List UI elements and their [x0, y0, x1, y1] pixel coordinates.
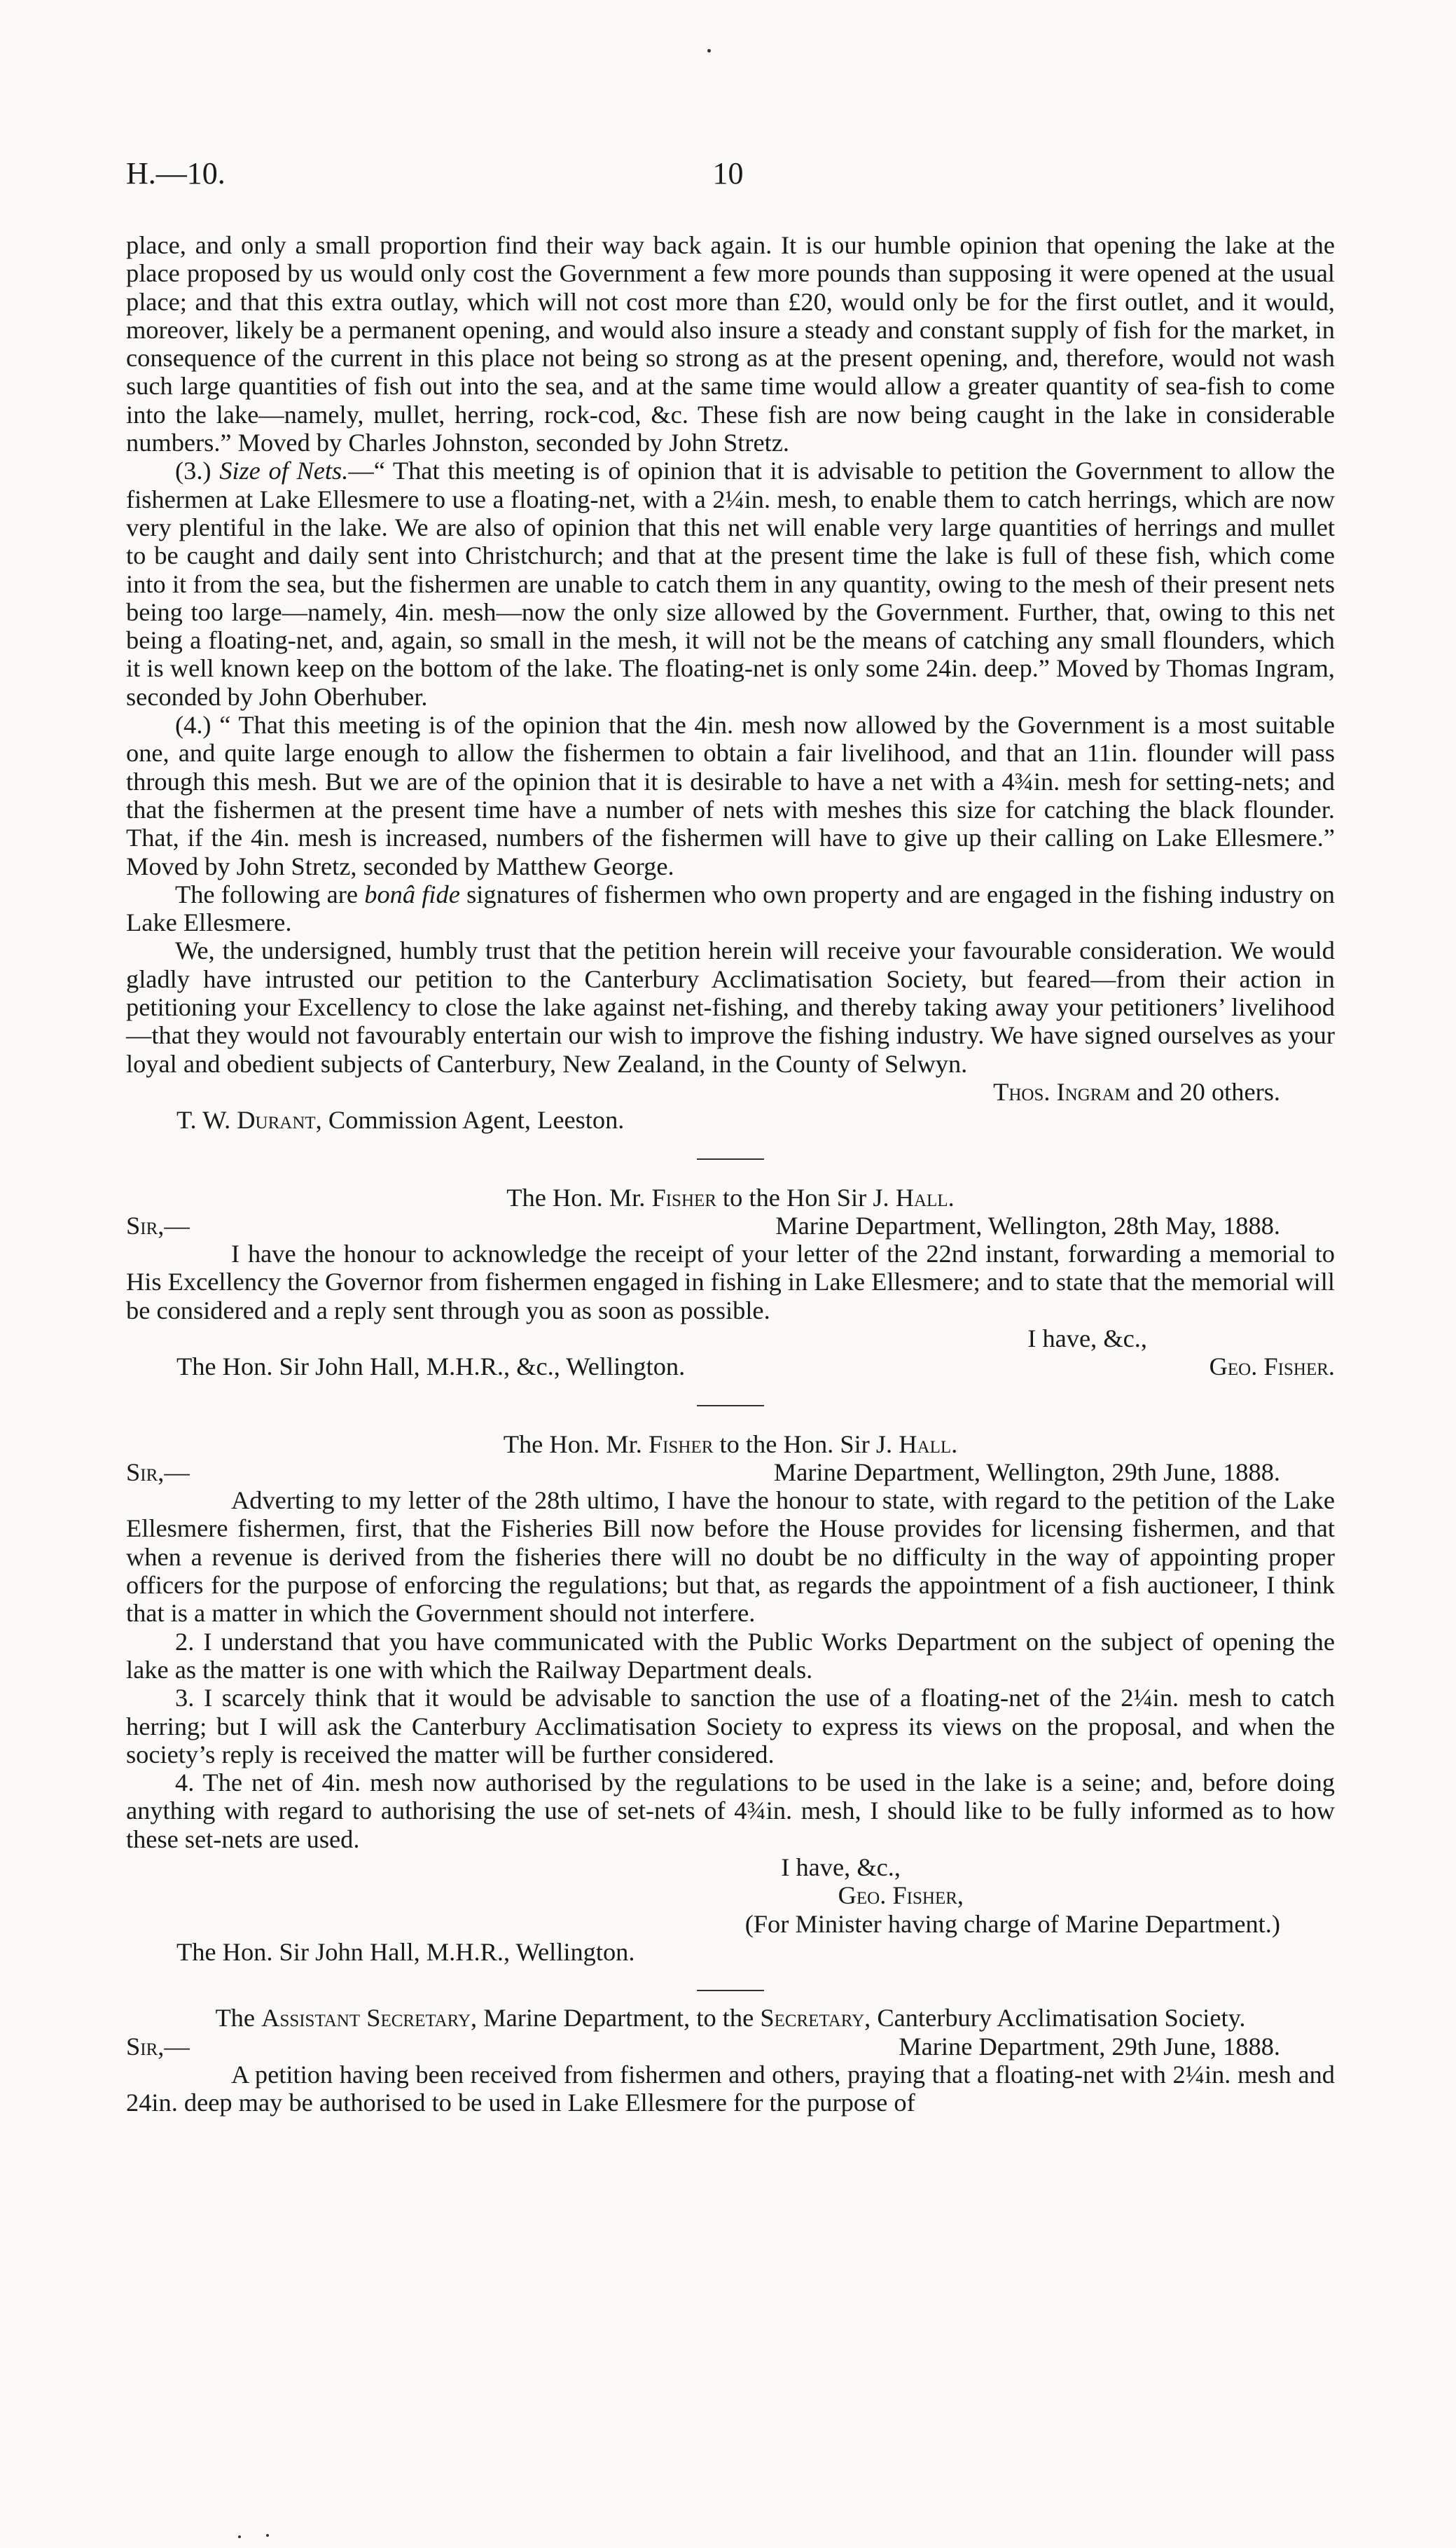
text-run: , Canterbury Acclimatisation Society. [864, 2004, 1246, 2033]
text-run: , Marine Department, to the [471, 2004, 761, 2033]
text-run: The Hon. Mr. [503, 1429, 649, 1458]
document-body [126, 231, 1335, 2117]
section-divider [697, 1158, 764, 1160]
text-run: The following are [175, 880, 365, 908]
signatory-title: (For Minister having charge of Marine Department.) [744, 1909, 1280, 1938]
letter-body: 3. I scarcely think that it would be advisable to sanction the use of a floating-net of the 2¼in. mesh to catch herring; but I will ask the Canterbury Acclimatisation Society to express its views on the proposal, and when the society’s reply is received the matter will be further considered. [126, 1684, 1335, 1768]
paragraph-continuation: place, and only a small proportion find their way back again. It is our humble opinion that opening the lake at the place proposed by us would only cost the Government a few more pounds than supposing it were opened at the usual place; and that this extra outlay, which will not cost more than £20, would only be for the first outlet, and it would, moreover, likely be a permanent opening, and would also insure a steady and constant supply of fish for the market, in consequence of the current in this place not being so strong as at the present opening, and, therefore, would not wash such large quantities of fish out into the sea, and at the same time would allow a greater quantity of sea-fish to come into the lake—namely, mullet, herring, rock-cod, &c. These fish are now being caught in the lake in considerable numbers.” Moved by Charles Johnston, seconded by John Stretz. [126, 231, 1335, 457]
ink-speck [238, 2535, 241, 2538]
page-number: 10 [712, 156, 744, 191]
text-run: to the Hon Sir J. [716, 1183, 896, 1212]
signatory-title: , Commission Agent, Leeston. [315, 1106, 625, 1135]
paragraph-signatures-intro [126, 880, 1335, 937]
signatory-name: Thos. Ingram [993, 1077, 1130, 1106]
closing: I have, &c., [781, 1853, 901, 1882]
salutation: Sir,— [126, 2032, 190, 2061]
signatory-note: and 20 others. [1130, 1077, 1280, 1106]
page-header [126, 155, 1330, 198]
signatory-name: T. W. Durant [176, 1106, 316, 1135]
sender-name: Assistant Secretary [261, 2004, 471, 2033]
addressee: The Hon. Sir John Hall, M.H.R., &c., Wellington. [176, 1352, 686, 1381]
recipient-name: Hall [899, 1429, 952, 1458]
paragraph-resolution-4: (4.) “ That this meeting is of the opinion that the 4in. mesh now allowed by the Government is a most suitable one, and quite large enough to allow the fishermen to obtain a fair livelihood, and that an 11in. flounder will pass through this mesh. But we are of the opinion that it is desirable to have a net with a 4¾in. mesh for setting-nets; and that the fishermen at the present time have a number of nets with meshes this size for catching the black flounder. That, if the 4in. mesh is increased, numbers of the fishermen will have to give up their calling on Lake Ellesmere.” Moved by John Stretz, seconded by Matthew George. [126, 711, 1335, 880]
text-run: . [951, 1429, 958, 1458]
salutation-row [126, 2033, 1335, 2061]
section-divider [697, 1990, 764, 1991]
ink-speck [266, 2534, 269, 2537]
text-run: . [948, 1183, 955, 1212]
recipient-name: Hall [895, 1183, 948, 1212]
sender-address: Marine Department, Wellington, 28th May, 1888. [775, 1211, 1280, 1240]
salutation-row [126, 1212, 1335, 1240]
signature-ingram [126, 1078, 1335, 1106]
resolution-title: Size of Nets. [219, 457, 349, 485]
letter-heading [126, 1184, 1335, 1212]
letter-heading [126, 2004, 1335, 2032]
paragraph-size-of-nets [126, 457, 1335, 711]
salutation: Sir,— [126, 1211, 190, 1240]
ink-speck [707, 49, 711, 53]
salutation: Sir,— [126, 1458, 190, 1486]
resolution-number: (3.) [175, 457, 220, 485]
letter-body: I have the honour to acknowledge the receipt of your letter of the 22nd instant, forwarding a memorial to His Excellency the Governor from fishermen engaged in fishing in Lake Ellesmere; and to state that the memorial will be considered and a reply sent through you as soon as possible. [126, 1240, 1335, 1324]
document-reference: H.—10. [126, 156, 226, 191]
sender-address: Marine Department, 29th June, 1888. [899, 2032, 1280, 2061]
sender-address: Marine Department, Wellington, 29th June, 1888. [773, 1458, 1280, 1486]
signature-durant [126, 1106, 1335, 1134]
letter-body: 4. The net of 4in. mesh now authorised by the regulations to be used in the lake is a seine; and, before doing anything with regard to authorising the use of set-nets of 4¾in. mesh, I should like to be fully informed as to how these set-nets are used. [126, 1768, 1335, 1853]
letter-body: 2. I understand that you have communicated with the Public Works Department on the subject of opening the lake as the matter is one with which the Railway Department deals. [126, 1627, 1335, 1684]
paragraph-petition-close: We, the undersigned, humbly trust that the petition herein will receive your favourable consideration. We would gladly have intrusted our petition to the Canterbury Acclimatisation Society, but feared—from their action in petitioning your Excellency to close the lake against net-fishing, and thereby taking away your petitioners’ livelihood—that they would not favourably entertain our wish to improve the fishing industry. We have signed ourselves as your loyal and obedient subjects of Canterbury, New Zealand, in the County of Selwyn. [126, 936, 1335, 1078]
signatory-name: Geo. Fisher, [838, 1881, 964, 1910]
sender-name: Fisher [651, 1183, 716, 1212]
resolution-text: —“ That this meeting is of opinion that it is advisable to petition the Government to allow the fishermen at Lake Ellesmere to use a floating-net, with a 2¼in. mesh, to enable them to catch herrings, which are now very plentiful in the lake. We are also of opinion that this net will enable very large quantities of herrings and mullet to be caught and daily sent into Christchurch; and that at the present time the lake is full of these fish, which come into it from the sea, but the fishermen are unable to catch them in any quantity, owing to the mesh of their present nets being too large—namely, 4in. mesh—now the only size allowed by the Government. Further, that, owing to this net being a floating-net, and, again, so small in the mesh, it will not be the means of catching any small flounders, which it is well known keep on the bottom of the lake. The floating-net is only some 24in. deep.” Moved by Thomas Ingram, seconded by John Oberhuber. [126, 457, 1335, 711]
text-run: The [215, 2004, 262, 2033]
italic-term: bonâ fide [364, 880, 460, 908]
recipient-name: Secretary [760, 2004, 865, 2033]
section-divider [697, 1405, 764, 1406]
addressee: The Hon. Sir John Hall, M.H.R., Wellington. [176, 1937, 635, 1966]
closing: I have, &c., [1027, 1324, 1147, 1352]
letter-body: Adverting to my letter of the 28th ultimo, I have the honour to state, with regard to the petition of the Lake Ellesmere fishermen, first, that the Fisheries Bill now before the House provides for licensing fishermen, and that when a revenue is derived from the fisheries there will no doubt be no difficulty in the way of appointing proper officers for the purpose of enforcing the regulations; but that, as regards the appointment of a fish auctioneer, I think that is a matter in which the Government should not interfere. [126, 1486, 1335, 1628]
text-run: The Hon. Mr. [506, 1183, 652, 1212]
letter-body: A petition having been received from fishermen and others, praying that a floating-net with 2¼in. mesh and 24in. deep may be authorised to be used in Lake Ellesmere for the purpose of [126, 2060, 1335, 2117]
letter-footer [126, 1352, 1335, 1380]
salutation-row [126, 1458, 1335, 1486]
letter-heading [126, 1430, 1335, 1458]
sender-name: Fisher [648, 1429, 714, 1458]
text-run: to the Hon. Sir J. [713, 1429, 899, 1458]
text-run: signatures of fishermen who own property and are engaged in the fishing industry on Lake Ellesmere. [126, 880, 1336, 937]
signatory-name: Geo. Fisher. [1209, 1352, 1335, 1381]
